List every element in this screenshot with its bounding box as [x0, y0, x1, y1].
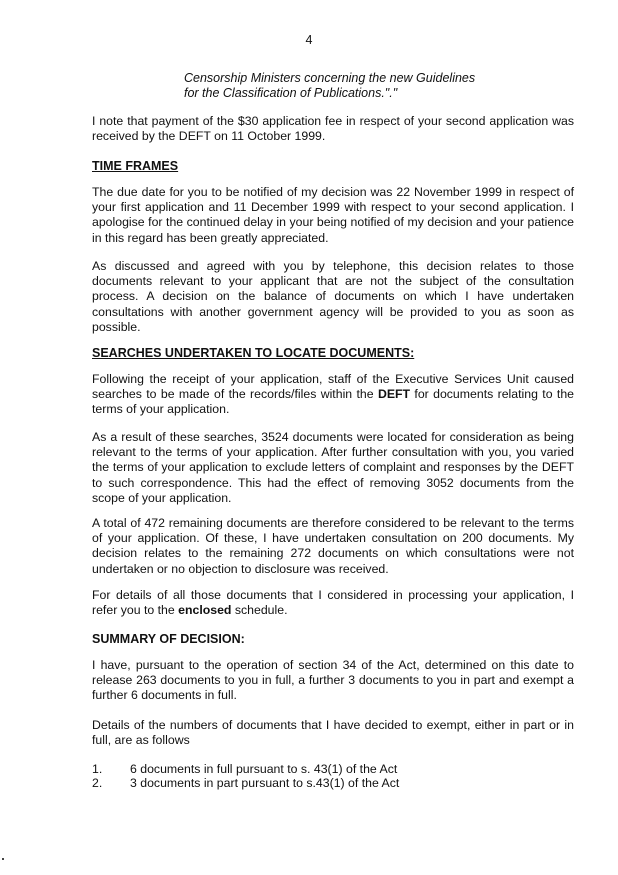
list-text: 3 documents in part pursuant to s.43(1) of the Act: [130, 776, 400, 790]
paragraph-following: [92, 372, 574, 418]
list-text: 6 documents in full pursuant to s. 43(1) of the Act: [130, 762, 398, 776]
paragraph-discussed: As discussed and agreed with you by telephone, this decision relates to those documents relevant to your applicant that are not the subject of the consultation process. A decision on the balance of documents on which I have undertaken consultations with another government agency will be provided to you as soon as possible.: [92, 259, 574, 334]
text-span: Following the receipt of your application, staff of the Executive Services Unit caused searches to be made of the records/files within the: [92, 372, 574, 402]
paragraph-search-result: As a result of these searches, 3524 documents were located for consideration as being relevant to the terms of your application. After further consultation with you, you varied the terms of your application to exclude letters of complaint and responses by the DEFT to such correspondence. This had the effect of removing 3052 documents from the scope of your application.: [92, 430, 574, 505]
heading-time-frames: TIME FRAMES: [92, 159, 179, 173]
paragraph-total: A total of 472 remaining documents are therefore considered to be relevant to the terms of your application. Of these, I have undertaken consultation on 200 documents. My decision relates to the remaining 272 documents on which consultations were not undertaken or no objection to disclosure was received.: [92, 516, 574, 576]
scan-mark: [2, 858, 4, 860]
text-span: For details of all those documents that I considered in processing your application, I refer you to the: [92, 588, 574, 618]
paragraph-fee: I note that payment of the $30 application fee in respect of your second application was received by the DEFT on 11 October 1999.: [92, 114, 574, 144]
paragraph-numbers: Details of the numbers of documents that I have decided to exempt, either in part or in full, are as follows: [92, 718, 574, 748]
heading-searches: SEARCHES UNDERTAKEN TO LOCATE DOCUMENTS:: [92, 346, 415, 360]
heading-summary: SUMMARY OF DECISION:: [92, 632, 245, 646]
paragraph-due-date: The due date for you to be notified of my decision was 22 November 1999 in respect of your first application and 11 December 1999 with respect to your second application. I apologise for the continued delay in your being notified of my decision and your patience in this regard has been greatly appreciated.: [92, 185, 574, 245]
paragraph-pursuant: I have, pursuant to the operation of section 34 of the Act, determined on this date to release 263 documents to you in full, a further 3 documents to you in part and exempt a further 6 documents in full.: [92, 658, 574, 703]
text-bold: enclosed: [178, 603, 232, 618]
text-span: schedule.: [231, 603, 288, 618]
text-span: for documents relating to the terms of your application.: [92, 387, 574, 417]
paragraph-schedule: [92, 588, 574, 618]
page-number: 4: [305, 33, 313, 47]
quoted-reference: [184, 71, 514, 101]
quote-line: for the Classification of Publications.".": [184, 86, 398, 100]
list-item: [92, 776, 399, 791]
list-item: [92, 762, 397, 777]
list-number: 1.: [92, 762, 103, 776]
text-bold: DEFT: [377, 387, 411, 402]
list-number: 2.: [92, 776, 103, 790]
quote-line: Censorship Ministers concerning the new Guidelines: [184, 71, 476, 85]
